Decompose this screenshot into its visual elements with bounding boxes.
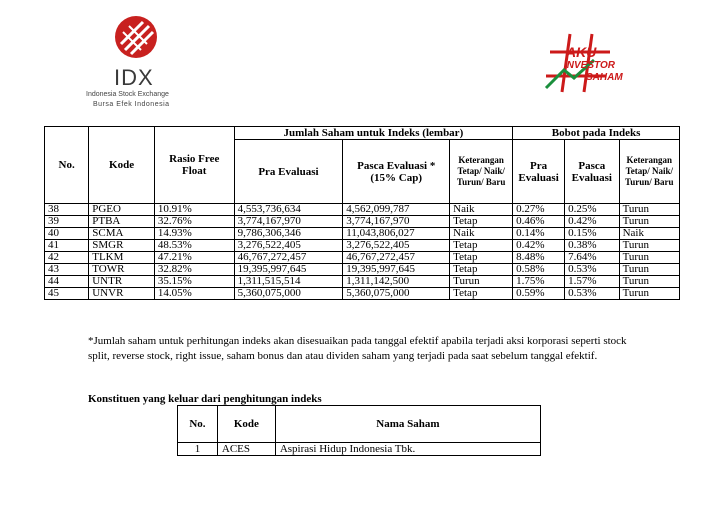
aku-text: AKU — [566, 44, 597, 60]
removed-section-title: Konstituen yang keluar dari penghitungan indeks — [88, 393, 322, 405]
cell-keterangan-jumlah: Tetap — [450, 288, 513, 300]
investor-text: INVESTOR — [564, 60, 615, 71]
header-no: No. — [45, 127, 89, 204]
cell-bobot-pra: 0.14% — [513, 228, 565, 240]
cell-kode: ACES — [217, 443, 275, 456]
removed-constituents-table — [177, 405, 541, 456]
cell-rasio-free-float: 10.91% — [154, 204, 234, 216]
cell-pasca-evaluasi: 4,562,099,787 — [343, 204, 450, 216]
cell-no: 45 — [45, 288, 89, 300]
cell-bobot-pasca: 7.64% — [565, 252, 620, 264]
cell-pra-evaluasi: 1,311,515,514 — [234, 276, 343, 288]
cell-pra-evaluasi: 5,360,075,000 — [234, 288, 343, 300]
cell-pasca-evaluasi: 1,311,142,500 — [343, 276, 450, 288]
cell-no: 38 — [45, 204, 89, 216]
cell-kode: TLKM — [89, 252, 155, 264]
cell-bobot-pasca: 0.38% — [565, 240, 620, 252]
cell-kode: UNTR — [89, 276, 155, 288]
cell-keterangan-bobot: Turun — [619, 264, 679, 276]
cell-rasio-free-float: 47.21% — [154, 252, 234, 264]
header-no: No. — [178, 406, 218, 443]
cell-bobot-pasca: 0.42% — [565, 216, 620, 228]
cell-rasio-free-float: 48.53% — [154, 240, 234, 252]
saham-text: SAHAM — [586, 72, 623, 83]
cell-rasio-free-float: 14.05% — [154, 288, 234, 300]
cell-keterangan-jumlah: Tetap — [450, 252, 513, 264]
cell-kode: SMGR — [89, 240, 155, 252]
idx-subtitle-id: Bursa Efek Indonesia — [93, 101, 170, 108]
idx-wordmark: IDX — [114, 65, 154, 90]
header-group-jumlah-saham: Jumlah Saham untuk Indeks (lembar) — [234, 127, 513, 140]
header-keterangan-jumlah: Keterangan Tetap/ Naik/ Turun/ Baru — [450, 140, 513, 204]
header-nama-saham: Nama Saham — [275, 406, 540, 443]
cell-no: 39 — [45, 216, 89, 228]
aku-investor-saham-logo — [540, 30, 660, 100]
table-row — [45, 288, 680, 300]
table-row — [45, 264, 680, 276]
cell-no: 1 — [178, 443, 218, 456]
table-row — [45, 204, 680, 216]
cell-kode: PTBA — [89, 216, 155, 228]
cell-keterangan-bobot: Turun — [619, 216, 679, 228]
cell-keterangan-jumlah: Naik — [450, 228, 513, 240]
cell-keterangan-bobot: Naik — [619, 228, 679, 240]
cell-pra-evaluasi: 46,767,272,457 — [234, 252, 343, 264]
cell-keterangan-jumlah: Naik — [450, 204, 513, 216]
cell-pasca-evaluasi: 46,767,272,457 — [343, 252, 450, 264]
table-row — [45, 252, 680, 264]
cell-no: 43 — [45, 264, 89, 276]
cell-rasio-free-float: 35.15% — [154, 276, 234, 288]
header-rasio-free-float: Rasio Free Float — [154, 127, 234, 204]
header-kode: Kode — [217, 406, 275, 443]
cell-bobot-pra: 0.59% — [513, 288, 565, 300]
table-row — [45, 216, 680, 228]
cell-keterangan-bobot: Turun — [619, 204, 679, 216]
table-row — [45, 240, 680, 252]
table-row — [45, 276, 680, 288]
cell-kode: PGEO — [89, 204, 155, 216]
cell-rasio-free-float: 14.93% — [154, 228, 234, 240]
footnote: *Jumlah saham untuk perhitungan indeks akan disesuaikan pada tanggal efektif apabila terjadi aksi korporasi seperti stock split, reverse stock, right issue, saham bonus dan atau dividen saham yang terjadi pada saat sebelum tanggal efektif. — [88, 335, 627, 362]
cell-no: 42 — [45, 252, 89, 264]
cell-no: 44 — [45, 276, 89, 288]
cell-kode: UNVR — [89, 288, 155, 300]
cell-pra-evaluasi: 3,276,522,405 — [234, 240, 343, 252]
cell-bobot-pra: 0.58% — [513, 264, 565, 276]
header-pasca-evaluasi: Pasca Evaluasi * (15% Cap) — [343, 140, 450, 204]
header-bobot-pra: Pra Evaluasi — [513, 140, 565, 204]
cell-keterangan-jumlah: Tetap — [450, 216, 513, 228]
cell-pra-evaluasi: 19,395,997,645 — [234, 264, 343, 276]
index-weight-table — [44, 126, 680, 300]
header-group-bobot: Bobot pada Indeks — [513, 127, 680, 140]
cell-bobot-pasca: 0.25% — [565, 204, 620, 216]
cell-pasca-evaluasi: 11,043,806,027 — [343, 228, 450, 240]
idx-logo — [86, 12, 206, 112]
cell-bobot-pasca: 1.57% — [565, 276, 620, 288]
cell-pra-evaluasi: 3,774,167,970 — [234, 216, 343, 228]
table-row — [178, 443, 541, 456]
idx-subtitle-en: Indonesia Stock Exchange — [86, 91, 169, 98]
header-kode: Kode — [89, 127, 155, 204]
cell-no: 41 — [45, 240, 89, 252]
header-pra-evaluasi: Pra Evaluasi — [234, 140, 343, 204]
cell-kode: TOWR — [89, 264, 155, 276]
cell-bobot-pra: 8.48% — [513, 252, 565, 264]
cell-keterangan-bobot: Turun — [619, 252, 679, 264]
cell-keterangan-bobot: Turun — [619, 240, 679, 252]
cell-pasca-evaluasi: 19,395,997,645 — [343, 264, 450, 276]
cell-bobot-pra: 1.75% — [513, 276, 565, 288]
cell-bobot-pasca: 0.53% — [565, 288, 620, 300]
cell-pasca-evaluasi: 3,774,167,970 — [343, 216, 450, 228]
cell-rasio-free-float: 32.76% — [154, 216, 234, 228]
cell-keterangan-jumlah: Tetap — [450, 240, 513, 252]
cell-bobot-pra: 0.42% — [513, 240, 565, 252]
cell-pra-evaluasi: 9,786,306,346 — [234, 228, 343, 240]
cell-bobot-pasca: 0.15% — [565, 228, 620, 240]
cell-keterangan-bobot: Turun — [619, 276, 679, 288]
cell-pasca-evaluasi: 5,360,075,000 — [343, 288, 450, 300]
header-bobot-pasca: Pasca Evaluasi — [565, 140, 620, 204]
cell-kode: SCMA — [89, 228, 155, 240]
cell-no: 40 — [45, 228, 89, 240]
cell-nama-saham: Aspirasi Hidup Indonesia Tbk. — [275, 443, 540, 456]
header-keterangan-bobot: Keterangan Tetap/ Naik/ Turun/ Baru — [619, 140, 679, 204]
idx-emblem-icon — [113, 14, 159, 60]
cell-bobot-pra: 0.46% — [513, 216, 565, 228]
cell-bobot-pra: 0.27% — [513, 204, 565, 216]
cell-rasio-free-float: 32.82% — [154, 264, 234, 276]
cell-pasca-evaluasi: 3,276,522,405 — [343, 240, 450, 252]
cell-pra-evaluasi: 4,553,736,634 — [234, 204, 343, 216]
cell-keterangan-jumlah: Turun — [450, 276, 513, 288]
cell-keterangan-bobot: Turun — [619, 288, 679, 300]
cell-bobot-pasca: 0.53% — [565, 264, 620, 276]
cell-keterangan-jumlah: Tetap — [450, 264, 513, 276]
table-row — [45, 228, 680, 240]
